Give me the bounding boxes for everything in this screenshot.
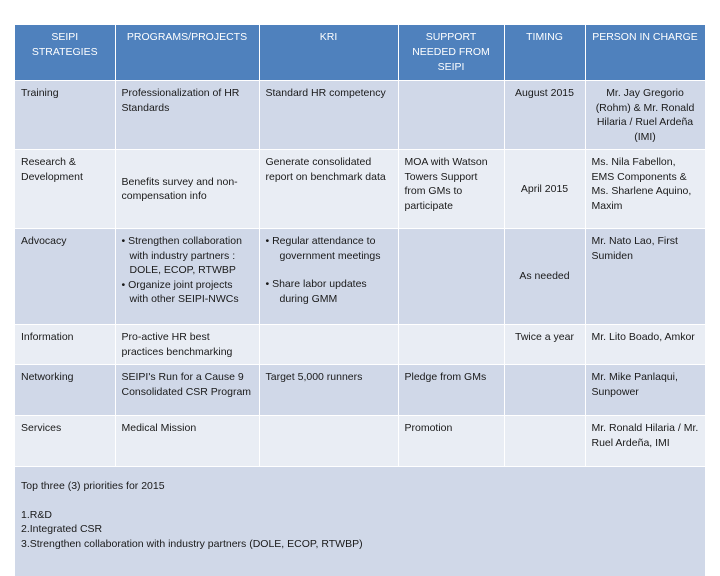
cell-kri: Generate consolidated report on benchmark data <box>259 150 398 229</box>
table-row-training <box>15 81 705 150</box>
priority-item-1: 1.R&D <box>21 508 699 523</box>
cell-person: Mr. Mike Panlaqui, Sunpower <box>585 365 705 416</box>
cell-strategy: Training <box>15 81 115 150</box>
cell-person: Mr. Ronald Hilaria / Mr. Ruel Ardeña, IMI <box>585 416 705 467</box>
header-person: PERSON IN CHARGE <box>585 25 705 81</box>
cell-timing: As needed <box>504 229 585 325</box>
cell-program <box>115 229 259 325</box>
strategy-table <box>15 25 706 576</box>
cell-support <box>398 229 504 325</box>
cell-support: MOA with Watson Towers Support from GMs to participate <box>398 150 504 229</box>
cell-kri: Standard HR competency <box>259 81 398 150</box>
cell-program: Medical Mission <box>115 416 259 467</box>
cell-timing <box>504 416 585 467</box>
cell-person: Mr. Nato Lao, First Sumiden <box>585 229 705 325</box>
header-timing: TIMING <box>504 25 585 81</box>
priority-item-3: 3.Strengthen collaboration with industry partners (DOLE, ECOP, RTWBP) <box>21 537 699 552</box>
cell-timing: April 2015 <box>504 150 585 229</box>
program-bullet-2: • Organize joint projects with other SEIPI-NWCs <box>122 278 253 307</box>
priorities-row <box>15 467 705 576</box>
cell-person: Mr. Jay Gregorio (Rohm) & Mr. Ronald Hilaria / Ruel Ardeña (IMI) <box>585 81 705 150</box>
kri-bullet-1: • Regular attendance to government meetings <box>266 234 392 263</box>
cell-kri <box>259 325 398 365</box>
spacer <box>266 263 392 277</box>
header-kri: KRI <box>259 25 398 81</box>
cell-program: Professionalization of HR Standards <box>115 81 259 150</box>
cell-support <box>398 325 504 365</box>
cell-timing <box>504 365 585 416</box>
table-row-networking <box>15 365 705 416</box>
header-support: SUPPORT NEEDED FROM SEIPI <box>398 25 504 81</box>
priorities-title: Top three (3) priorities for 2015 <box>21 479 699 494</box>
cell-timing: August 2015 <box>504 81 585 150</box>
cell-strategy: Advocacy <box>15 229 115 325</box>
cell-strategy: Networking <box>15 365 115 416</box>
cell-timing: Twice a year <box>504 325 585 365</box>
table-row-information <box>15 325 705 365</box>
strategy-table-container <box>15 25 705 576</box>
cell-support: Promotion <box>398 416 504 467</box>
table-row-advocacy <box>15 229 705 325</box>
header-row <box>15 25 705 81</box>
cell-kri <box>259 229 398 325</box>
cell-person: Ms. Nila Fabellon, EMS Components & Ms. Sharlene Aquino, Maxim <box>585 150 705 229</box>
cell-strategy: Research & Development <box>15 150 115 229</box>
header-programs: PROGRAMS/PROJECTS <box>115 25 259 81</box>
cell-support <box>398 81 504 150</box>
cell-program: Pro-active HR best practices benchmarking <box>115 325 259 365</box>
table-row-services <box>15 416 705 467</box>
cell-strategy: Information <box>15 325 115 365</box>
program-bullet-1: • Strengthen collaboration with industry partners : DOLE, ECOP, RTWBP <box>122 234 253 278</box>
priorities-cell <box>15 467 705 576</box>
cell-strategy: Services <box>15 416 115 467</box>
cell-person: Mr. Lito Boado, Amkor <box>585 325 705 365</box>
kri-bullet-2: • Share labor updates during GMM <box>266 277 392 306</box>
header-strategies: SEIPI STRATEGIES <box>15 25 115 81</box>
cell-kri: Target 5,000 runners <box>259 365 398 416</box>
spacer <box>21 494 699 508</box>
cell-program: SEIPI's Run for a Cause 9 Consolidated CSR Program <box>115 365 259 416</box>
cell-kri <box>259 416 398 467</box>
cell-program: Benefits survey and non-compensation info <box>115 150 259 229</box>
priority-item-2: 2.Integrated CSR <box>21 522 699 537</box>
table-row-research-development <box>15 150 705 229</box>
cell-support: Pledge from GMs <box>398 365 504 416</box>
